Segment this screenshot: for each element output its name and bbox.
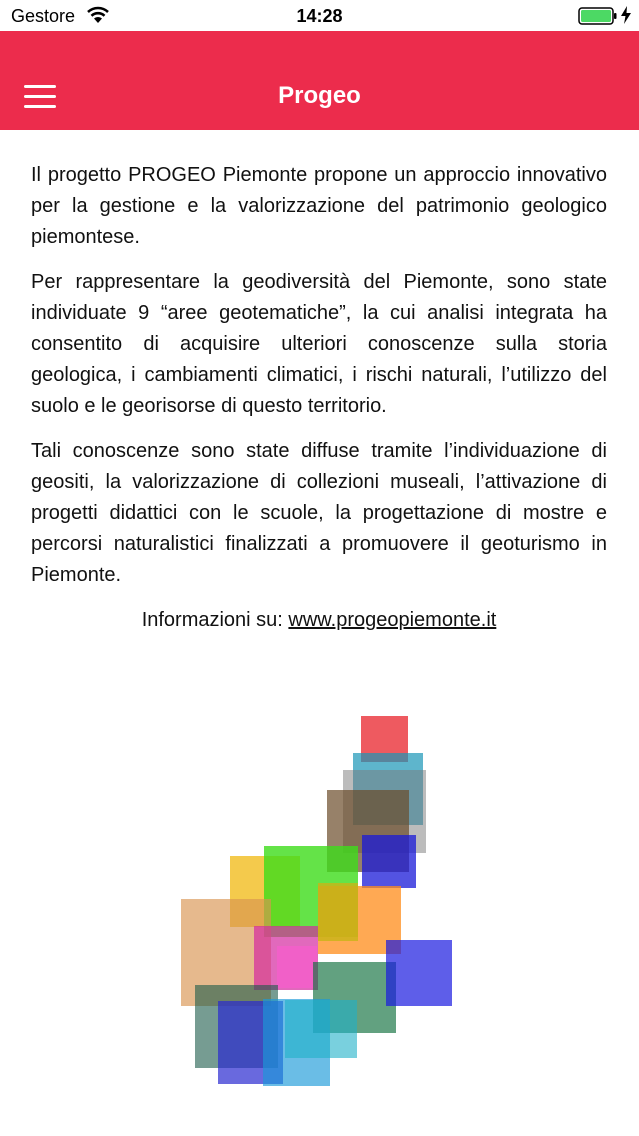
info-label: Informazioni su: [141, 609, 289, 631]
clock: 14:28 [296, 6, 343, 26]
logo-square [285, 1000, 357, 1058]
paragraph-intro: Il progetto PROGEO Piemonte propone un approccio innovativo per la gestione e la valorizzazione del patrimonio geologico piemontese. [31, 164, 607, 248]
logo-square [386, 940, 452, 1006]
paragraph-geodiversity: Per rappresentare la geodiversità del Piemonte, sono state individuate 9 “aree geotematiche”, la cui analisi integrata ha consentito di acquisire ulteriori conoscenze sulla storia geologica, i cambiamenti climatici, i rischi naturali, l’utilizzo del suolo e le georisorse di questo territorio. [31, 271, 607, 417]
website-link[interactable]: www.progeopiemonte.it [288, 609, 497, 631]
nav-bar [0, 31, 639, 130]
page-title: Progeo [278, 82, 361, 109]
progeo-piemonte-logo [0, 700, 639, 1100]
status-bar [0, 0, 639, 31]
logo-square [318, 883, 358, 941]
logo-square [362, 835, 416, 888]
charging-bolt-icon [620, 6, 632, 29]
carrier-label: Gestore [11, 6, 76, 26]
info-line [31, 605, 607, 636]
description-content [31, 160, 607, 636]
battery-icon [578, 7, 618, 30]
paragraph-dissemination: Tali conoscenze sono state diffuse tramite l’individuazione di geositi, la valorizzazione di collezioni museali, l’attivazione di progetti didattici con le scuole, la progettazione di mostre e percorsi naturalistici finalizzati a promuovere il geoturismo in Piemonte. [31, 440, 607, 586]
logo-square [277, 946, 317, 988]
